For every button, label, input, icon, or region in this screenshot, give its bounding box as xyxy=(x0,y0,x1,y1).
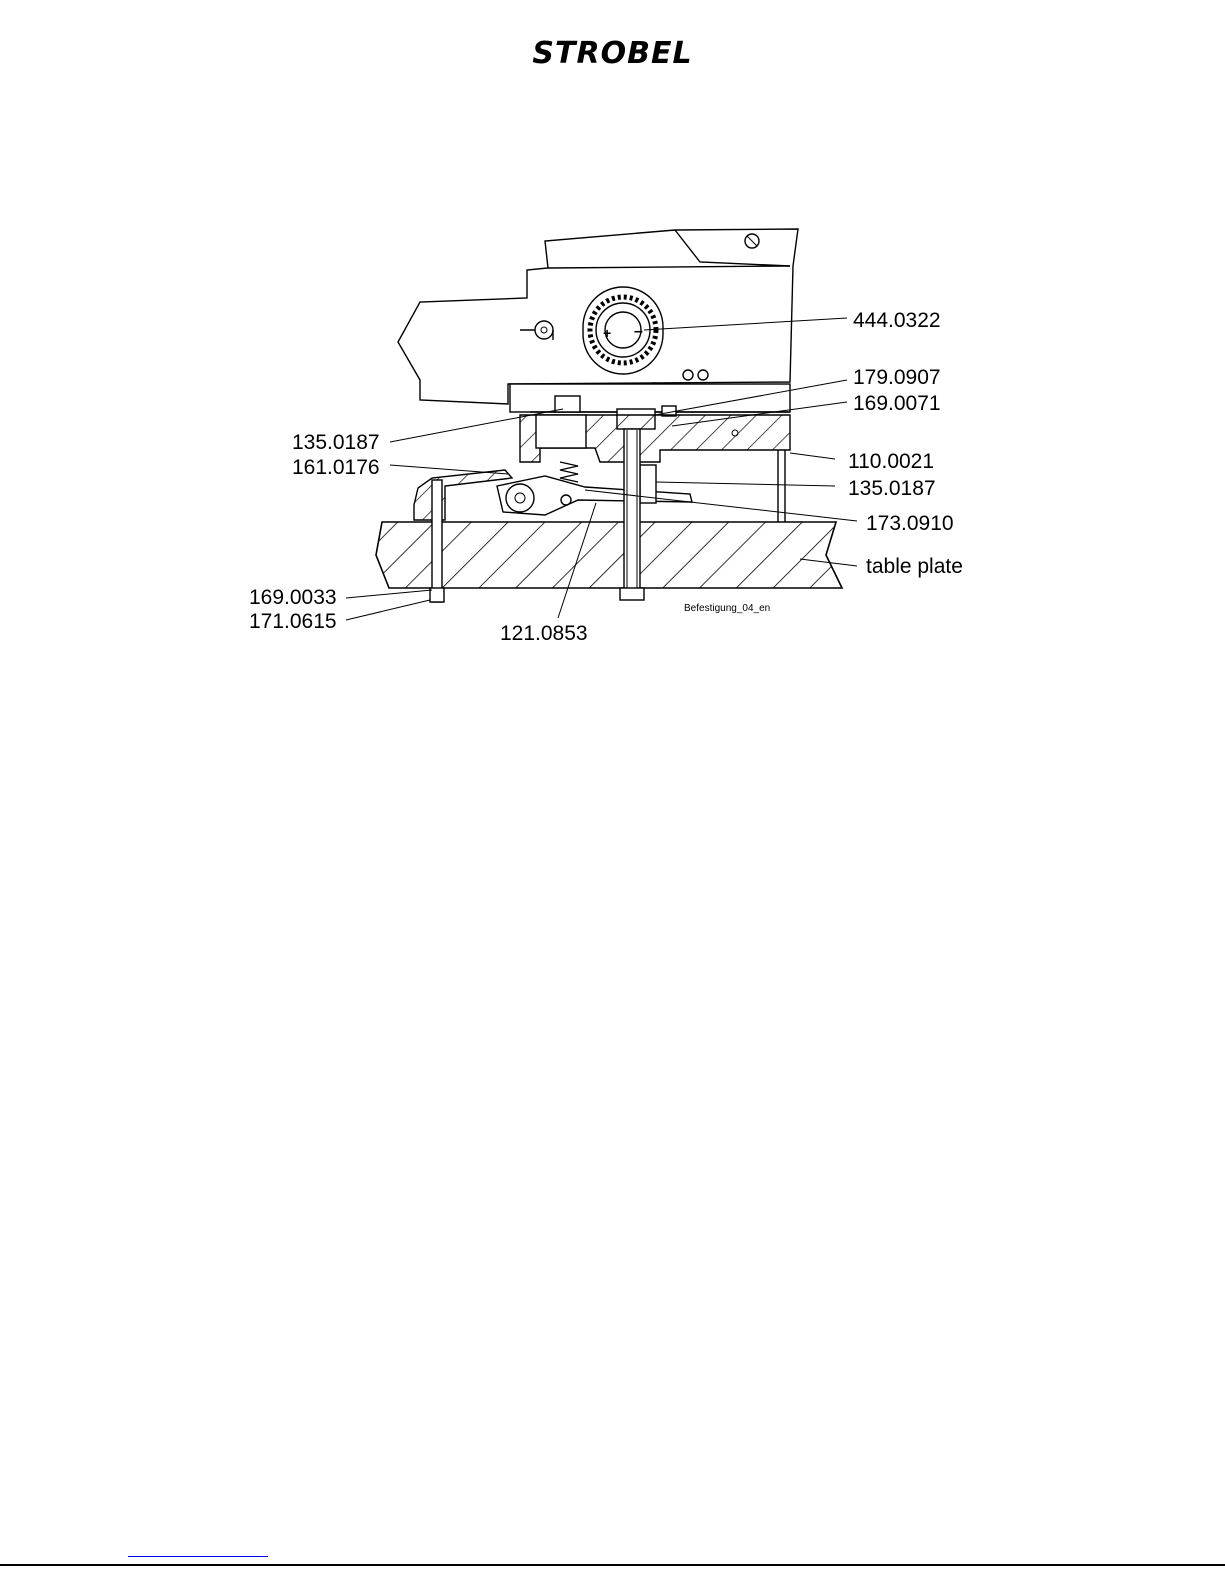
label-173-0910: 173.0910 xyxy=(866,512,954,535)
label-444-0322: 444.0322 xyxy=(853,309,941,332)
label-169-0033: 169.0033 xyxy=(249,586,337,609)
label-135-0187-right: 135.0187 xyxy=(848,477,936,500)
footer-divider xyxy=(0,1564,1225,1566)
label-179-0907: 179.0907 xyxy=(853,366,941,389)
label-171-0615: 171.0615 xyxy=(249,610,337,633)
svg-text:–: – xyxy=(634,323,643,340)
label-161-0176: 161.0176 xyxy=(292,456,380,479)
label-135-0187-left: 135.0187 xyxy=(292,431,380,454)
table-plate xyxy=(376,522,842,588)
label-table-plate: table plate xyxy=(866,555,963,578)
figure-caption: Befestigung_04_en xyxy=(684,603,771,614)
label-110-0021: 110.0021 xyxy=(848,450,935,473)
central-bolt xyxy=(620,429,644,600)
label-169-0071: 169.0071 xyxy=(853,392,941,415)
strobel-logo: STROBEL xyxy=(532,36,693,71)
label-121-0853: 121.0853 xyxy=(500,622,588,645)
machine-housing xyxy=(398,229,798,404)
footer-link-underline xyxy=(128,1556,268,1557)
svg-text:+: + xyxy=(603,325,612,341)
adjustment-dial-icon xyxy=(583,287,663,374)
